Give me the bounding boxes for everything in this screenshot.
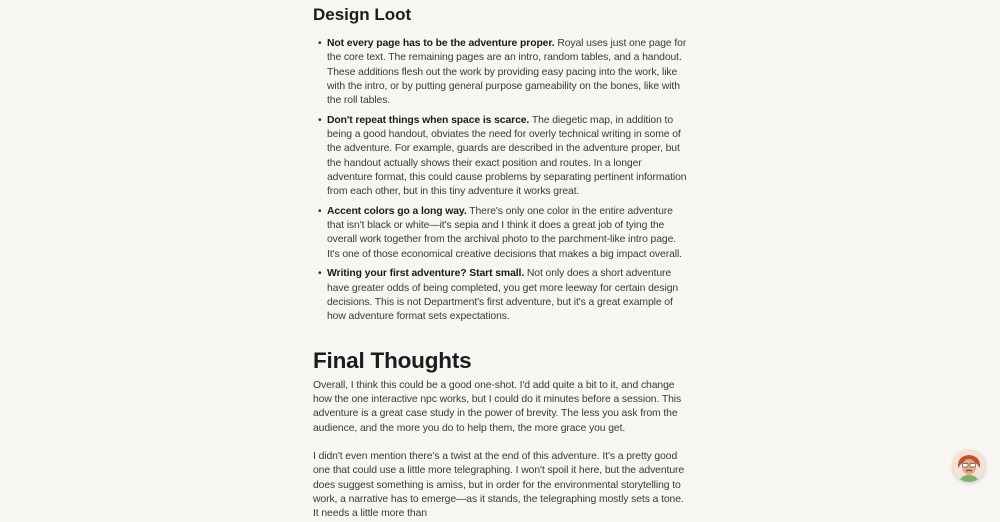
article-content [313,0,689,522]
paragraph: I didn't even mention there's a twist at the end of this adventure. It's a pretty good one that could use a little more telegraphing. I won't spoil it here, but the adventure does suggest something is amiss, but in order for the environmental storytelling to work, a narrative has to emerge—as it stands, the telegraphing mostly sets a tone. It needs a little more than [313,450,685,520]
list-item [327,37,689,109]
list-item-text: There's only one color in the entire adventure that isn't black or white—it's sepia and I think it does a great job of tying the overall work together from the archival photo to the parchment-like intro page. It's one of those economical creative decisions that makes a big impact overall. [327,205,682,260]
list-item-lead: Writing your first adventure? Start small. [327,268,525,280]
list-item-text: Royal uses just one page for the core text. The remaining pages are an intro, random tables, and a handout. These additions flesh out the work by providing easy pacing into the work, like with the intro, or by putting general purpose gameability on the bones, like with the roll tables. [327,38,687,107]
list-item-lead: Don't repeat things when space is scarce. [327,114,530,126]
list-item-lead: Accent colors go a long way. [327,205,467,217]
avatar-illustration-icon [953,450,985,482]
section-heading-design-loot: Design Loot [313,5,412,24]
section-heading-final-thoughts: Final Thoughts [313,347,472,373]
design-loot-list [313,37,689,325]
author-avatar[interactable] [953,450,985,482]
list-item-text: The diegetic map, in addition to being a good handout, obviates the need for overly technical writing in some of the adventure. For example, guards are described in the adventure proper, but the handout actually shows their exact position and routes. In a longer adventure format, this could cause problems by separating pertinent information from each other, but in this tiny adventure it works great. [327,114,687,198]
list-item-lead: Not every page has to be the adventure proper. [327,38,555,49]
list-item [327,114,689,200]
list-item [327,267,689,324]
paragraph: Overall, I think this could be a good one-shot. I'd add quite a bit to it, and change how the one interactive npc works, but I could do it minutes before a session. This adventure is a great case study in the power of brevity. The less you ask from the audience, and the more you do to help them, the more grace you get. [313,379,682,434]
list-item-text: Not only does a short adventure have greater odds of being completed, you get more leeway for certain design decisions. This is not Department's first adventure, but it's a great example of how adventure format sets expectations. [327,268,679,323]
list-item [327,205,689,262]
